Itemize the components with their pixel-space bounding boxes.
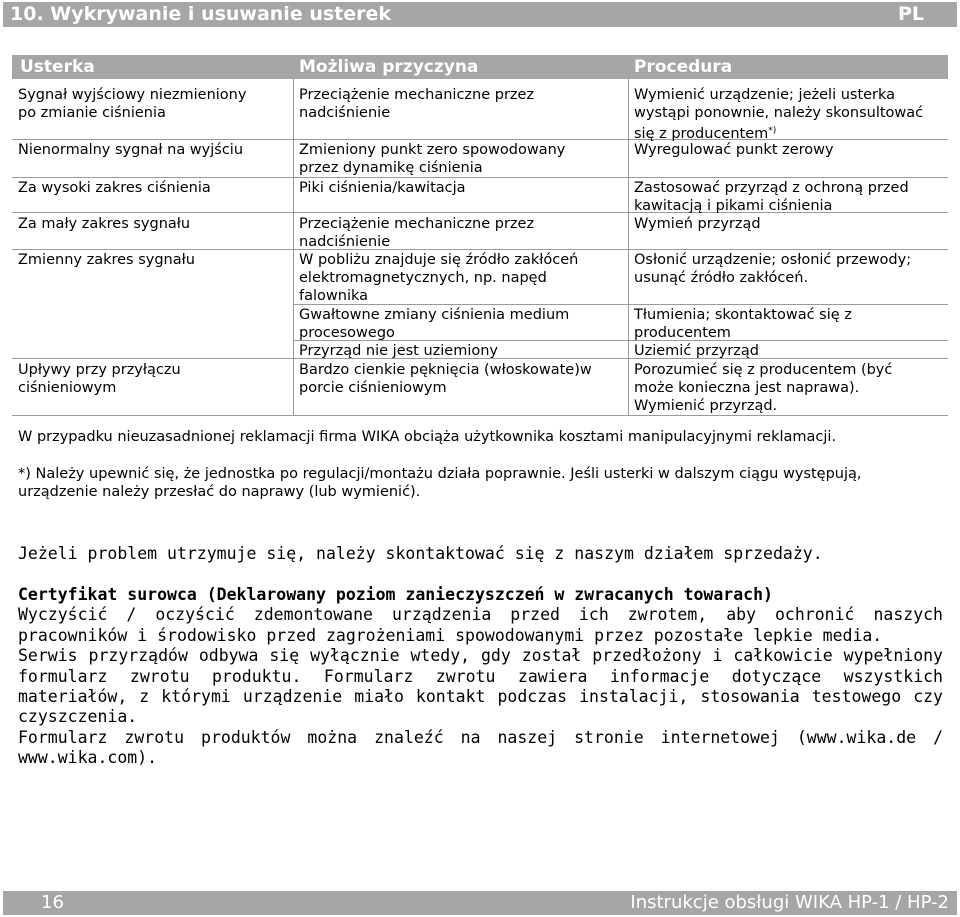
- cause-cell: Przeciążenie mechaniczne przez nadciśnienie: [299, 87, 535, 121]
- cause-cell: Bardzo cienkie pęknięcia (włoskowate)w porcie ciśnieniowym: [299, 362, 592, 396]
- warranty-note: W przypadku nieuzasadnionej reklamacji firma WIKA obciąża użytkownika kosztami manipulacyjnymi reklamacji.: [18, 429, 837, 445]
- procedure-cell: Tłumienia; skontaktować się z producentem: [634, 307, 852, 341]
- column-divider: [293, 79, 294, 415]
- page-footer: [3, 891, 957, 915]
- fault-cell: Za mały zakres sygnału: [18, 216, 191, 232]
- column-header-cause: Możliwa przyczyna: [299, 57, 479, 77]
- fault-cell: Zmienny zakres sygnału: [18, 252, 195, 268]
- certificate-paragraph: Wyczyścić / oczyścić zdemontowane urządzenia przed ich zwrotem, aby ochronić naszych pracowników i środowisko przed zagrożeniami spowodowanymi przez pozostałe lepkie media.: [18, 605, 943, 645]
- cause-cell: Zmieniony punkt zero spowodowany przez dynamikę ciśnienia: [299, 142, 566, 176]
- certificate-paragraph: Formularz zwrotu produktów można znaleźć na naszej stronie internetowej (www.wika.de / www.wika.com).: [18, 727, 943, 768]
- procedure-cell: Zastosować przyrząd z ochroną przed kawitacją i pikami ciśnienia: [634, 180, 909, 214]
- cause-cell: Gwałtowne zmiany ciśnienia medium procesowego: [299, 307, 570, 341]
- procedure-cell: Uziemić przyrząd: [634, 343, 759, 359]
- row-divider: [12, 177, 948, 178]
- certificate-title: Certyfikat surowca (Deklarowany poziom zanieczyszczeń w zwracanych towarach): [18, 585, 773, 604]
- section-header: [3, 2, 957, 27]
- procedure-cell: Osłonić urządzenie; osłonić przewody; usunąć źródło zakłóceń.: [634, 252, 912, 286]
- cause-cell: W pobliżu znajduje się źródło zakłóceń elektromagnetycznych, np. napęd falownika: [299, 252, 579, 304]
- cause-cell: Przeciążenie mechaniczne przez nadciśnienie: [299, 216, 535, 250]
- table-header: [12, 55, 948, 79]
- contact-paragraph: Jeżeli problem utrzymuje się, należy skontaktować się z naszym działem sprzedaży.: [18, 544, 823, 563]
- fault-cell: Sygnał wyjściowy niezmieniony po zmianie ciśnienia: [18, 87, 247, 121]
- procedure-cell: Porozumieć się z producentem (być może konieczna jest naprawa). Wymienić przyrząd.: [634, 362, 893, 414]
- procedure-cell: Wyregulować punkt zerowy: [634, 142, 834, 158]
- procedure-text: Wymienić urządzenie; jeżeli usterka wystąpi ponownie, należy skonsultować się z producentem: [634, 87, 924, 142]
- column-header-procedure: Procedura: [634, 57, 733, 77]
- cause-cell: Przyrząd nie jest uziemiony: [299, 343, 499, 359]
- fault-cell: Nienormalny sygnał na wyjściu: [18, 142, 244, 158]
- fault-cell: Upływy przy przyłączu ciśnieniowym: [18, 362, 181, 396]
- certificate-section: [18, 585, 943, 769]
- column-header-fault: Usterka: [20, 57, 95, 77]
- cause-cell: Piki ciśnienia/kawitacja: [299, 180, 466, 196]
- table-bottom-border: [12, 415, 948, 416]
- section-title: 10. Wykrywanie i usuwanie usterek: [10, 3, 392, 25]
- footnote-marker: *): [768, 126, 777, 136]
- procedure-cell: [634, 86, 923, 143]
- fault-cell: Za wysoki zakres ciśnienia: [18, 180, 211, 196]
- footnote: *) Należy upewnić się, że jednostka po regulacji/montażu działa poprawnie. Jeśli usterki w dalszym ciągu występują, urządzenie należy przesłać do naprawy (lub wymienić).: [18, 466, 862, 500]
- procedure-cell: Wymień przyrząd: [634, 216, 761, 232]
- certificate-paragraph: Serwis przyrządów odbywa się wyłącznie wtedy, gdy został przedłożony i całkowicie wypełniony formularz zwrotu produktu. Formularz zwrotu zawiera informacje dotyczące wszystkich materiałów, z którymi urządzenie miało kontakt podczas instalacji, stosowania testowego czy czyszczenia.: [18, 646, 943, 727]
- language-code: PL: [897, 3, 924, 25]
- contact-text: [18, 544, 943, 564]
- manual-title: Instrukcje obsługi WIKA HP-1 / HP-2: [630, 892, 949, 913]
- page-number: 16: [41, 892, 64, 913]
- column-divider: [628, 79, 629, 415]
